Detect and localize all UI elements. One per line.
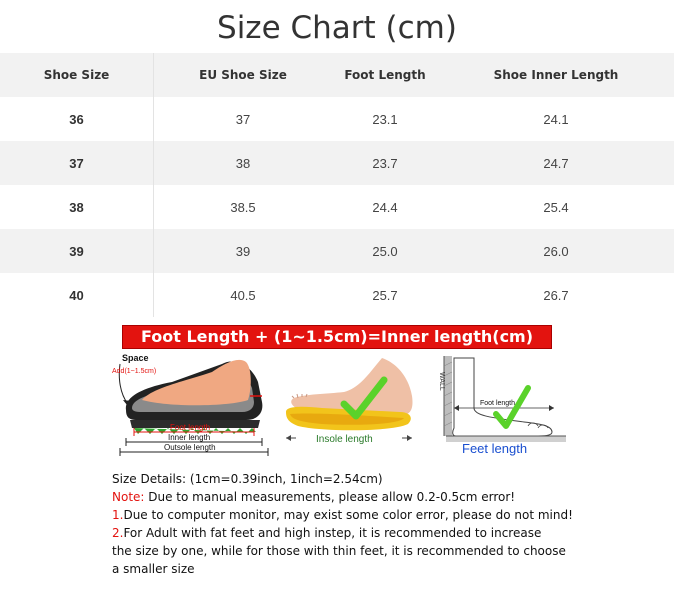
cell-inner-length: 25.4 [543,199,569,215]
table-row [0,273,674,317]
cell-inner-length: 24.7 [438,141,674,185]
page-title: Size Chart (cm) [217,10,457,46]
cell-eu-size: 37 [235,111,251,127]
foot-icon [142,360,251,405]
size-notes [112,470,672,578]
formula-banner: Foot Length + (1~1.5cm)=Inner length(cm) [122,325,552,349]
outsole-length-label: Outsole length [164,443,216,452]
note-item-1 [112,506,672,524]
cell-shoe-size: 40 [0,273,154,317]
table-row [0,185,674,229]
item-text: For Adult with fat feet and high instep, it is recommended to increase [123,526,542,540]
table-row [0,97,674,141]
cell-eu-size: 39 [154,229,333,273]
table-row [0,229,674,273]
cell-inner-length: 24.1 [543,111,569,127]
checkmark-icon [496,388,528,426]
cell-foot-length: 25.7 [372,287,398,303]
note-item-2 [112,524,672,542]
note-item-2-line-2: the size by one, while for those with thin feet, it is recommended to choose [112,544,566,558]
header-shoe-inner-length: Shoe Inner Length [438,53,674,97]
add-label: Add(1~1.5cm) [112,368,157,375]
item-text: Due to computer monitor, may exist some color error, please do not mind! [123,508,573,522]
wall-label: WALL [438,372,445,391]
size-chart-table [0,53,674,317]
cell-eu-size: 38 [154,141,333,185]
note-item-2-line-3: a smaller size [112,562,195,576]
header-foot-length: Foot Length [332,53,438,97]
shoe-cross-section-figure [112,348,274,460]
note-text: Due to manual measurements, please allow 0.2-0.5cm error! [144,490,516,504]
item-number: 2. [112,526,124,540]
feet-length-label: Feet length [462,441,528,456]
cell-shoe-size: 36 [0,97,154,141]
table-header-row [0,53,674,97]
insole-length-label: Insole length [316,434,373,445]
cell-shoe-size: 37 [0,141,154,185]
header-eu-shoe-size: EU Shoe Size [154,53,333,97]
insole-figure [282,352,420,456]
inner-length-label: Inner length [168,433,211,442]
cell-foot-length: 24.4 [372,199,398,215]
item-number: 1. [112,508,124,522]
cell-eu-size: 38.5 [230,199,256,215]
header-shoe-size: Shoe Size [0,53,154,97]
space-label: Space [122,353,149,363]
cell-shoe-size: 39 [0,229,154,273]
table-row [0,141,674,185]
wall-measure-figure [434,352,570,462]
cell-foot-length: 23.7 [332,141,438,185]
foot-length-label: Foot length [170,423,211,432]
cell-eu-size: 40.5 [230,287,256,303]
note-label: Note: [112,490,145,504]
cell-shoe-size: 38 [0,185,154,229]
cell-foot-length: 25.0 [332,229,438,273]
cell-inner-length: 26.0 [438,229,674,273]
cell-foot-length: 23.1 [372,111,398,127]
cell-inner-length: 26.7 [543,287,569,303]
note-line [112,488,672,506]
foot-length-label: Foot length [480,400,516,407]
size-details: Size Details: (1cm=0.39inch, 1inch=2.54cm) [112,472,383,486]
